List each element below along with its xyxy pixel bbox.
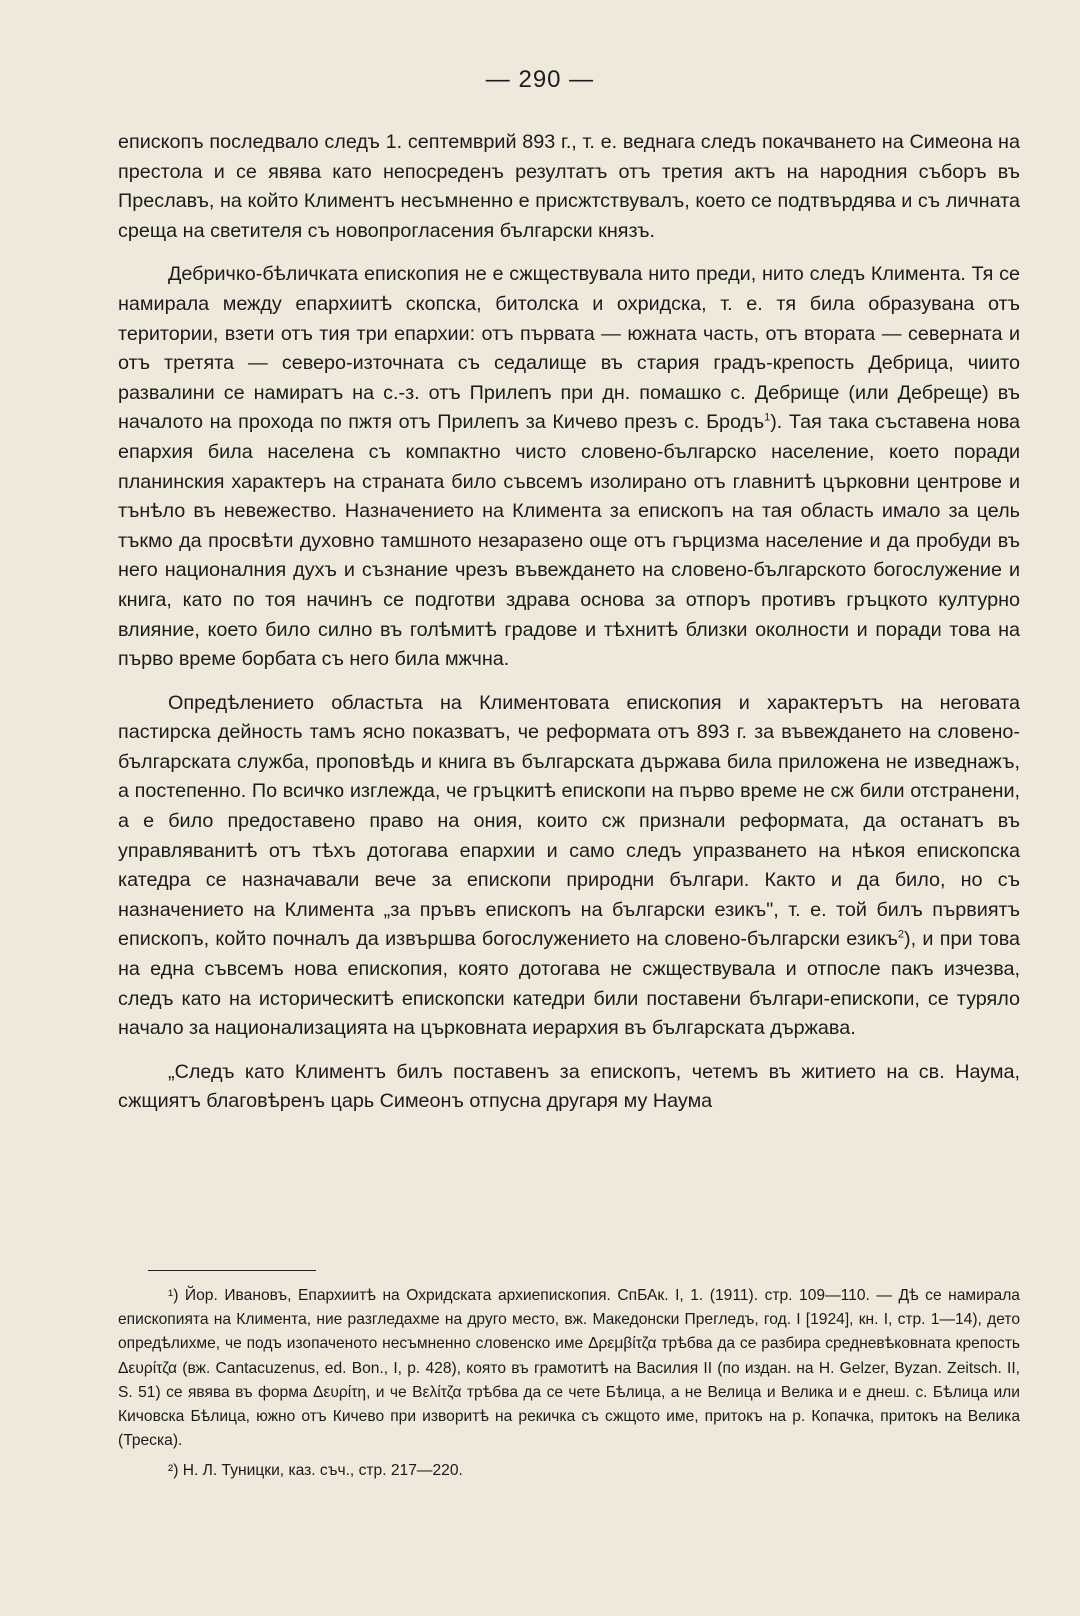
paragraph-2-part-a: Дебричко-бѣличката епископия не е сжществувала нито преди, нито следъ Климента. Тя се намирала между епархиитѣ скопска, битолска и охридска, т. е. тя била образувана отъ територии, взети отъ тия три епархии: отъ първата — южната часть, отъ втората — северната и отъ третята — северо-източната съ седалище въ стария градъ-крепость Дебрица, чиито развалини се намиратъ на с.-з. отъ Прилепъ при дн. помашко с. Дебрище (или Дебреще) въ началото на прохода по пжтя отъ Прилепъ за Кичево презъ с. Бродъ [118, 263, 1020, 434]
footnote-ref-2: 2 [897, 928, 905, 941]
footnotes [118, 1284, 1020, 1490]
footnote-divider [148, 1270, 316, 1271]
footnote-1-text: Йор. Ивановъ, Епархиитѣ на Охридската архиепископия. СпБАк. I, 1. (1911). стр. 109—110. — Дѣ се намирала епископията на Климента, ние разгледахме на друго место, вж. Македонски Прегледъ, год. I [1924], кн. I, стр. 1—14), дето опредѣлихме, че подъ изопаченото несъмненно словенско име Δρεμβίτζα трѣбва да се разбира средневѣковната крепость Δευρίτζα (вж. Cantacuzenus, ed. Bon., I, p. 428), която въ грамотитѣ на Василия II (по издан. на H. Gelzer, Byzan. Zeitsch. II, S. 51) се явява въ форма Δευρίτη, и че Βελίτζα трѣбва да се чете Бѣлица, а не Велица и Велика и е днеш. с. Бѣлица или Кичовска Бѣлица, южно отъ Кичево при изворитѣ на рекичка съ сжщото име, притокъ на р. Копачка, притокъ на Велика (Треска). [118, 1287, 1020, 1450]
paragraph-3-part-a: Опредѣлението областьта на Климентовата епископия и характерътъ на неговата пастирска дейность тамъ ясно показватъ, че реформата отъ 893 г. за въвеждането на словено-българската служба, проповѣдь и книга въ българската държава била приложена не изведнажъ, а постепенно. По всичко изглежда, че гръцкитѣ епископи на първо време не сж били отстранени, а е било предоставено право на ония, които сж признали реформата, да останатъ въ управляванитѣ отъ тѣхъ дотогава епархии и само следъ упразването на нѣкоя епископска катедра се назначавали вече за епископи природни българи. Както и да било, но съ назначението на Климента „за пръвъ епископъ на български езикъ", т. е. той билъ първиятъ епископъ, който почналъ да извършва богослужението на словено-български езикъ [118, 691, 1020, 951]
paragraph-2-part-b: ). Тая така съставена нова епархия била населена съ компактно чисто словено-българско население, което поради планинския характеръ на страната било съвсемъ изолирано отъ главнитѣ църковни центрове и тънѣло въ невежество. Назначението на Климента за епископъ на тая область имало за цель тъкмо да просвѣти духовно тамшното незаразено още отъ гърцизма население и да пробуди въ него националния духъ и съзнание чрезъ въвеждането на словено-българското богослужение и книга, като по тоя начинъ се подготви здрава основа за отпоръ противъ гръцкото културно влияние, което било силно въ голѣмитѣ градове и тѣхнитѣ близки околности и поради това на първо време борбата съ него била мжчна. [118, 411, 1020, 671]
footnote-2 [118, 1459, 1020, 1483]
footnote-1 [118, 1284, 1020, 1453]
paragraph-2 [118, 260, 1020, 674]
body-text [118, 128, 1020, 1131]
footnote-2-text: Н. Л. Туницки, каз. съч., стр. 217—220. [182, 1462, 463, 1480]
paragraph-1: епископъ последвало следъ 1. септемврий 893 г., т. е. веднага следъ покачването на Симеона на престола и се явява като непосреденъ резултатъ отъ третия актъ на народния съборъ въ Преславъ, на който Климентъ несъмненно е присжтствувалъ, което се подтвърдява и съ личната среща на светителя съ новопрогласения български князъ. [118, 131, 1020, 242]
footnote-ref-1: 1 [764, 411, 771, 424]
page-number: — 290 — [485, 66, 595, 93]
paragraph-3 [118, 689, 1020, 1044]
footnote-1-marker: ¹) [168, 1287, 179, 1304]
paragraph-4: „Следъ като Климентъ билъ поставенъ за епископъ, четемъ въ житието на св. Наума, сжщиятъ благовѣренъ царь Симеонъ отпусна другаря му Наума [118, 1060, 1020, 1113]
paragraph-3-part-b: ), и при това на една съвсемъ нова епископия, която дотогава не сжществувала и отпосле пакъ изчезва, следъ като на историческитѣ епископски катедри били поставени българи-епископи, се туряло начало за национализацията на църковната иерархия въ българската държава. [118, 928, 1020, 1040]
footnote-2-marker: ²) [168, 1462, 179, 1480]
